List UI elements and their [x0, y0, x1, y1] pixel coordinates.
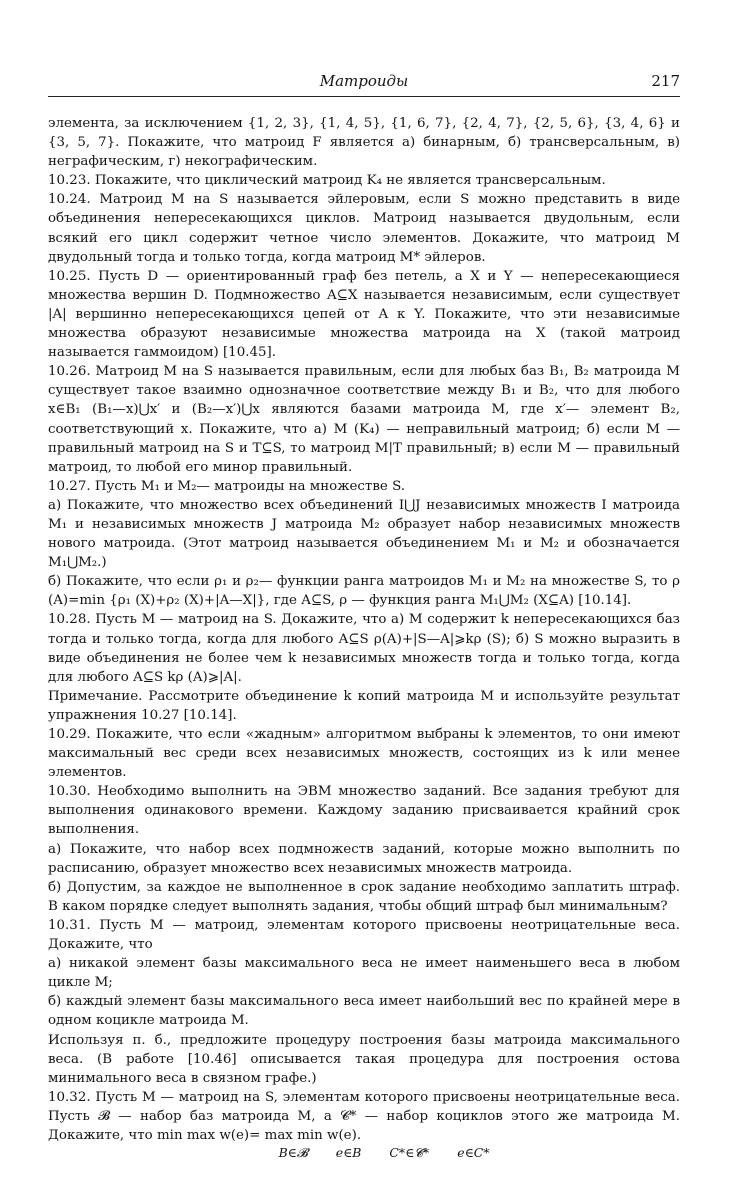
paragraph-continuation: элемента, за исключением {1, 2, 3}, {1, 4, 5}, {1, 6, 7}, {2, 4, 7}, {2, 5, 6}, {3, 4, 6} и {3, 5, 7}. Покажите, что матроид F является а) бинарным, б) трансверсальным, в) неграфическим, г) некографическим.: [48, 116, 680, 170]
formula-subscripts: [88, 1145, 680, 1161]
exercise-10-31-b: б) каждый элемент базы максимального веса имеет наибольший вес по крайней мере в одном коцикле матроида M.: [48, 994, 680, 1029]
exercise-10-30-a: а) Покажите, что набор всех подмножеств заданий, которые можно выполнить по расписанию, образует множество всех независимых множеств матроида.: [48, 841, 680, 876]
subscript-element-cocycle: e∈C*: [457, 1145, 490, 1161]
exercise-10-28: 10.28. Пусть M — матроид на S. Докажите, что а) M содержит k непересекающихся баз тогда и только тогда, когда для любого A⊆S ρ(A)+|S—A|⩾kρ (S); б) S можно выразить в виде объединения не более чем k независимых множеств тогда и только тогда, когда для любого A⊆S kρ (A)⩾|A|.: [48, 612, 680, 685]
running-title: Матроиды: [319, 72, 409, 90]
exercise-10-24: 10.24. Матроид M на S называется эйлеровым, если S можно представить в виде объединения непересекающихся циклов. Матроид называется двудольным, если всякий его цикл содержит четное число элементов. Докажите, что матроид M двудольный тогда и только тогда, когда матроид M* эйлеров.: [48, 192, 680, 265]
exercise-10-27: 10.27. Пусть M₁ и M₂— матроиды на множестве S.: [48, 478, 406, 494]
exercise-10-23: 10.23. Покажите, что циклический матроид K₄ не является трансверсальным.: [48, 173, 606, 189]
exercise-10-30-b: б) Допустим, за каждое не выполненное в срок задание необходимо заплатить штраф. В каком порядке следует выполнять задания, чтобы общий штраф был минимальным?: [48, 879, 680, 914]
note-10-28: Примечание. Рассмотрите объединение k копий матроида M и используйте результат упражнения 10.27 [10.14].: [48, 688, 680, 723]
subscript-base: B∈𝓑: [278, 1145, 308, 1161]
exercise-10-25: 10.25. Пусть D — ориентированный граф без петель, а X и Y — непересекающиеся множества вершин D. Подмножество A⊆X называется независимым, если существует |A| вершинно непересекающихся цепей от A к Y. Покажите, что эти независимые множества образуют независимые множества матроида на X (такой матроид называется гаммоидом) [10.45].: [48, 268, 680, 361]
subscript-element-base: e∈B: [335, 1145, 362, 1161]
subscript-cocycle: C*∈𝓒*: [389, 1145, 430, 1161]
exercise-10-31-c: Используя п. б., предложите процедуру построения базы матроида максимального веса. (В работе [10.46] описывается такая процедура для построения остова минимального веса в связном графе.): [48, 1032, 680, 1086]
exercise-10-27-b: б) Покажите, что если ρ₁ и ρ₂— функции ранга матроидов M₁ и M₂ на множестве S, то ρ (A)=min {ρ₁ (X)+ρ₂ (X)+|A—X|}, где A⊆S, ρ — функция ранга M₁⋃M₂ (X⊆A) [10.14].: [48, 574, 680, 609]
exercise-10-29: 10.29. Покажите, что если «жадным» алгоритмом выбраны k элементов, то они имеют максимальный вес среди всех независимых множеств, состоящих из k или менее элементов.: [48, 727, 680, 781]
exercise-10-27-a: а) Покажите, что множество всех объединений I⋃J независимых множеств I матроида M₁ и независимых множеств J матроида M₂ образует набор независимых множеств нового матроида. (Этот матроид называется объединением M₁ и M₂ и обозначается M₁⋃M₂.): [48, 497, 680, 571]
running-header: [48, 70, 680, 97]
text-body: [48, 114, 680, 1161]
exercise-10-32: 10.32. Пусть M — матроид на S, элементам которого присвоены неотрицательные веса. Пусть 𝓑 — набор баз матроида M, а 𝓒* — набор коциклов этого же матроида M. Докажите, что min max w(e)= max min w(e).: [48, 1089, 680, 1143]
exercise-10-31-a: а) никакой элемент базы максимального веса не имеет наименьшего веса в любом цикле M;: [48, 956, 680, 991]
exercise-10-30: 10.30. Необходимо выполнить на ЭВМ множество заданий. Все задания требуют для выполнения одинакового времени. Каждому заданию присваивается крайний срок выполнения.: [48, 784, 680, 838]
page-number: 217: [651, 72, 680, 90]
exercise-10-31: 10.31. Пусть M — матроид, элементам которого присвоены неотрицательные веса. Докажите, что: [48, 917, 680, 953]
exercise-10-26: 10.26. Матроид M на S называется правильным, если для любых баз B₁, B₂ матроида M существует такое взаимно однозначное соответствие между B₁ и B₂, что для любого x∈B₁ (B₁—x)⋃x′ и (B₂—x′)⋃x являются базами матроида M, где x′— элемент B₂, соответствующий x. Покажите, что а) M (K₄) — неправильный матроид; б) если M — правильный матроид на S и T⊆S, то матроид M|T правильный; в) если M — правильный матроид, то любой его минор правильный.: [48, 364, 680, 475]
